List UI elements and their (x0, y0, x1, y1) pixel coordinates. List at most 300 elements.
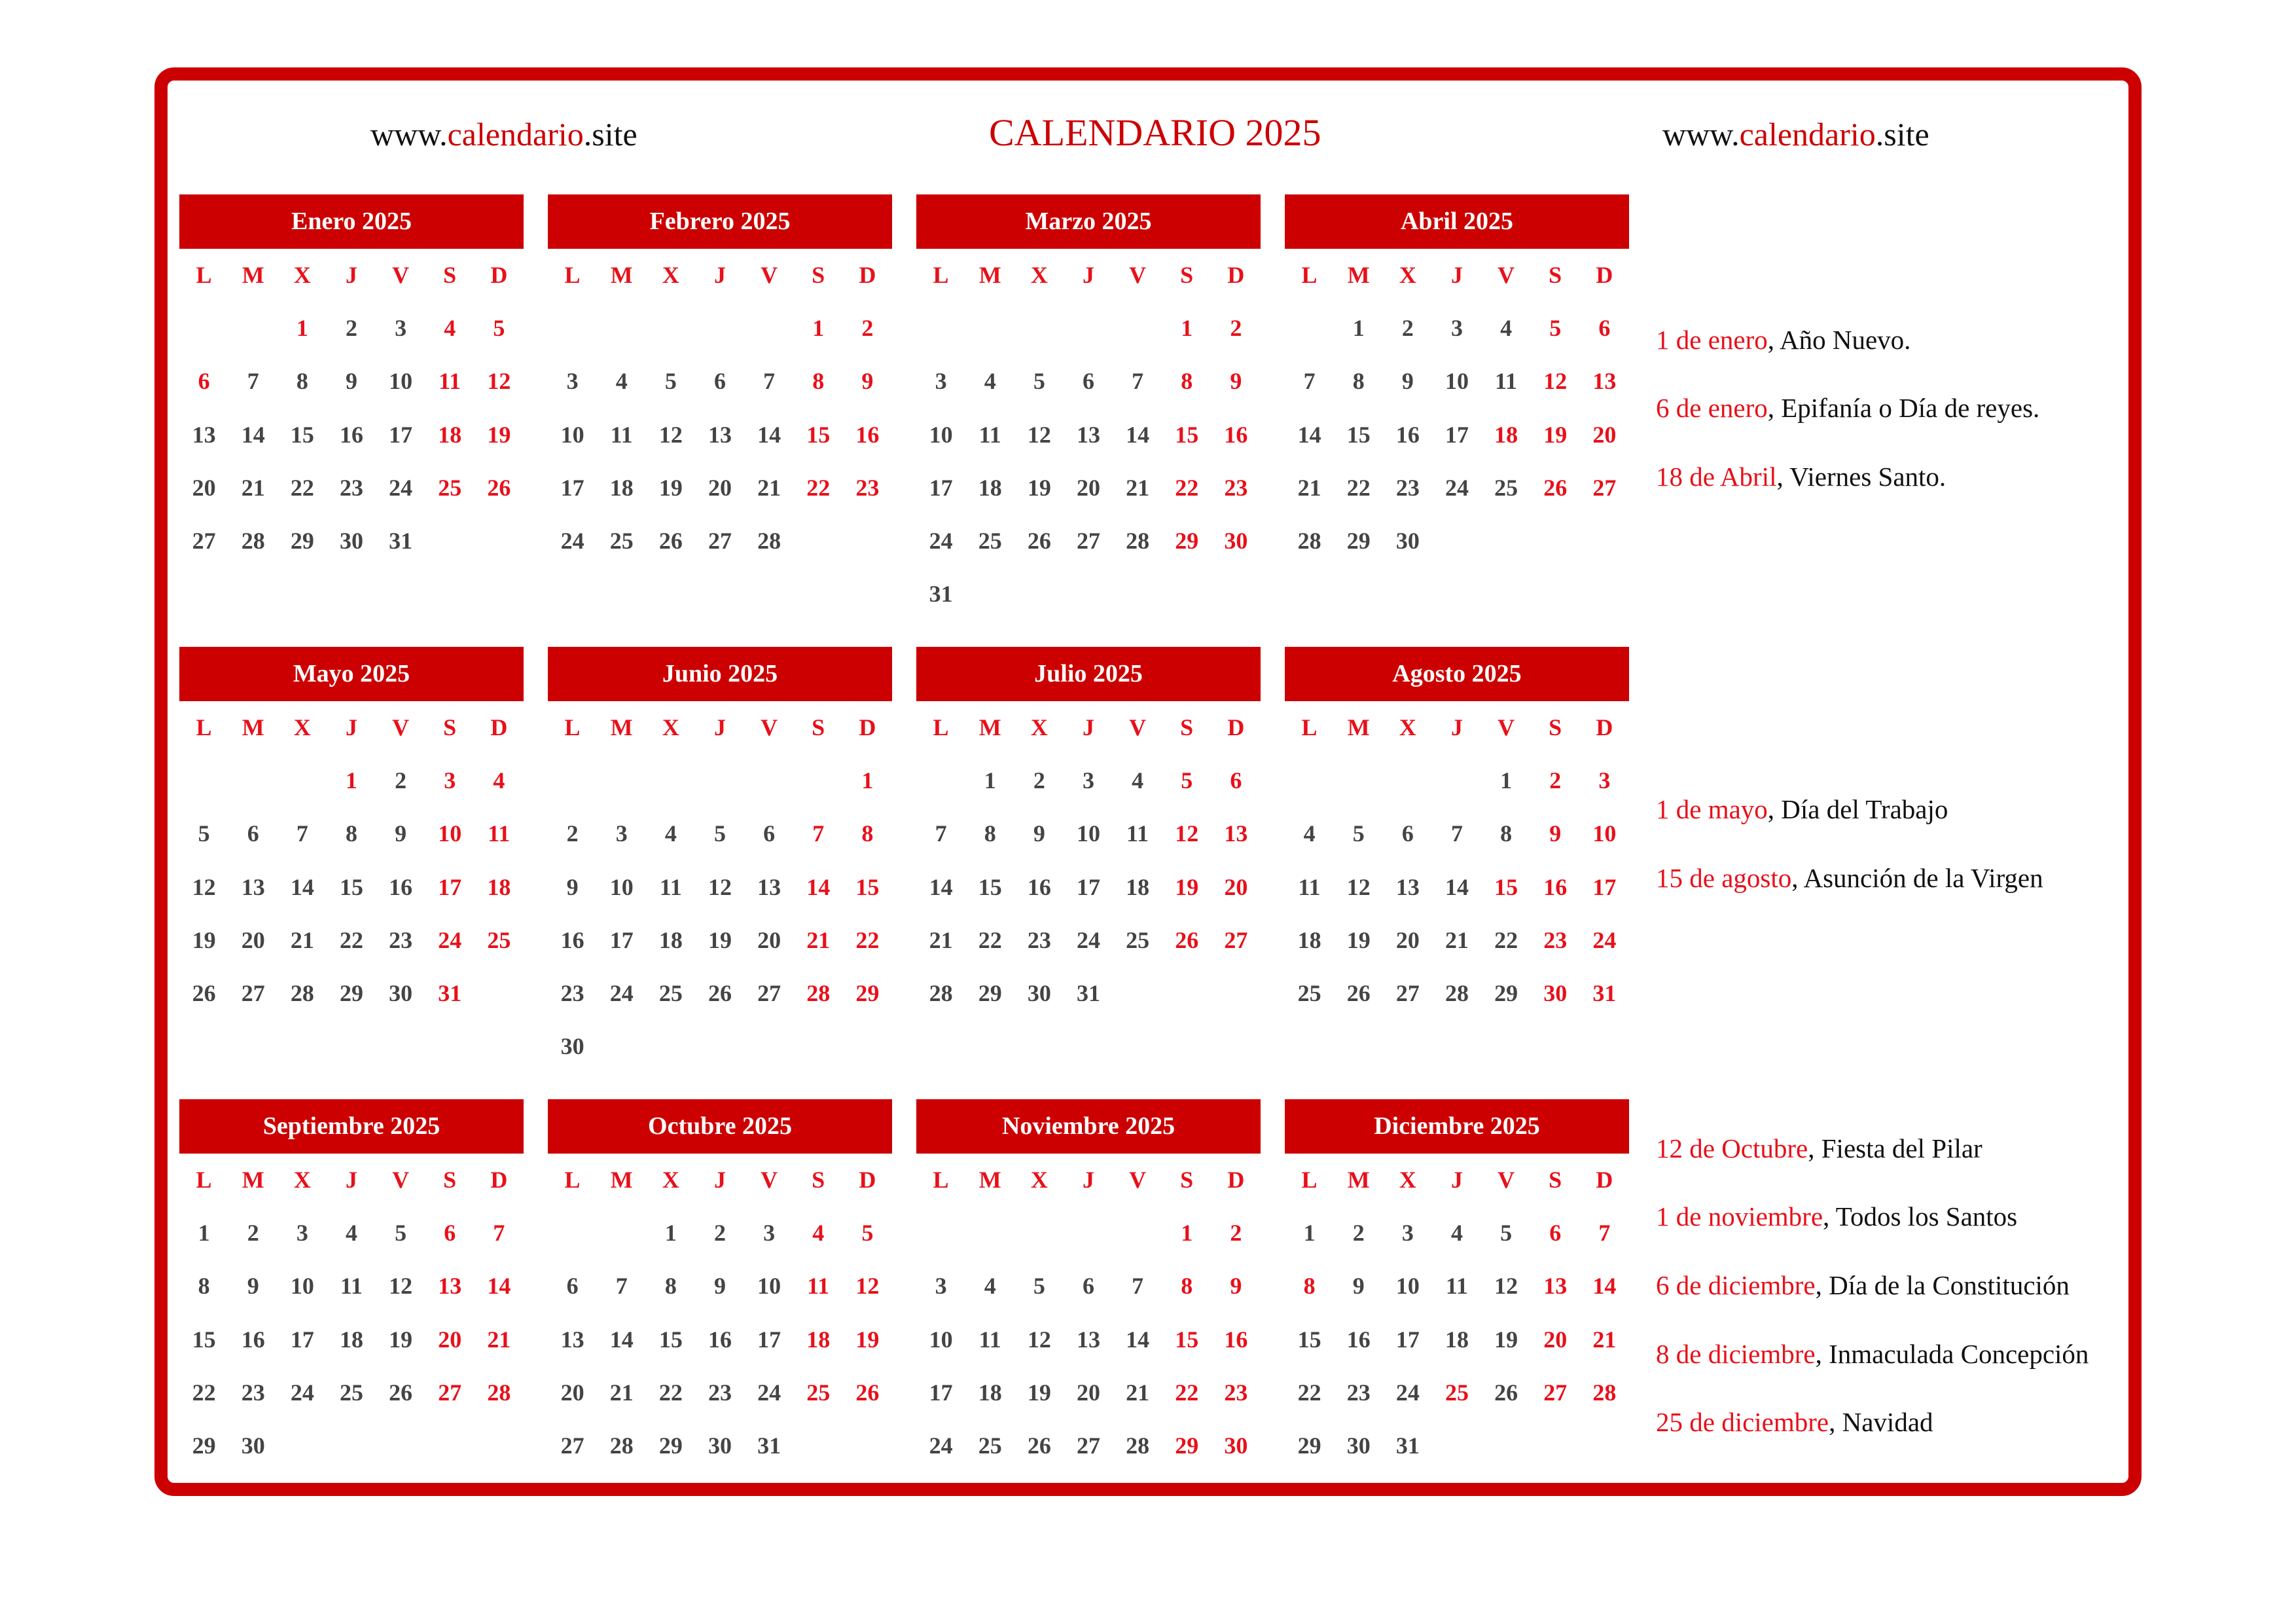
day-cell: 6 (713, 368, 726, 395)
day-cell: 25 (978, 528, 1002, 555)
day-cell: 12 (192, 873, 216, 900)
day-cell: 17 (1592, 873, 1617, 900)
weekday-label: L (933, 714, 949, 740)
day-cell: 23 (1224, 1379, 1248, 1406)
day-cell: 8 (984, 820, 996, 847)
weekday-label: M (242, 1167, 264, 1193)
day-cell: 17 (1444, 421, 1469, 448)
day-cell: 26 (1027, 528, 1051, 555)
day-cell: 6 (1401, 820, 1414, 847)
day-cell: 13 (1543, 1273, 1568, 1300)
weekday-label: M (242, 714, 264, 740)
day-cell: 7 (1598, 1220, 1611, 1246)
day-cell: 8 (812, 368, 825, 395)
weekday-label: L (933, 262, 949, 288)
month-calendar (548, 647, 892, 1074)
site-brand: calendario (1739, 116, 1876, 153)
weekday-label: X (662, 714, 679, 740)
day-cell: 28 (487, 1379, 511, 1406)
day-cell: 30 (241, 1432, 265, 1459)
month-calendar (548, 1099, 892, 1472)
day-cell: 25 (1297, 980, 1321, 1007)
day-cell: 10 (929, 421, 953, 448)
day-cell: 18 (438, 421, 462, 448)
day-cell: 16 (1224, 1326, 1248, 1353)
day-cell: 27 (241, 980, 265, 1007)
day-cell: 3 (395, 315, 407, 341)
month-grid (548, 249, 892, 568)
day-cell: 20 (1592, 421, 1617, 448)
day-cell: 1 (861, 767, 874, 793)
day-cell: 26 (192, 980, 216, 1007)
day-cell: 6 (763, 820, 776, 847)
day-cell: 26 (389, 1379, 413, 1406)
day-cell: 1 (296, 315, 308, 341)
day-cell: 22 (1346, 474, 1371, 501)
day-cell: 9 (713, 1273, 726, 1300)
holiday-name: , Día de la Constitución (1815, 1270, 2070, 1300)
weekday-label: V (1498, 714, 1515, 740)
weekday-label: J (345, 262, 357, 288)
day-cell: 21 (241, 474, 265, 501)
holiday-item (1656, 460, 1946, 493)
month-calendar (548, 194, 892, 568)
day-cell: 25 (609, 528, 634, 555)
empty-day-cell (1014, 302, 1064, 355)
month-title: Septiembre 2025 (179, 1099, 524, 1154)
day-cell: 22 (1175, 1379, 1199, 1406)
holiday-name: , Inmaculada Concepción (1815, 1339, 2089, 1369)
day-cell: 27 (1543, 1379, 1568, 1406)
day-cell: 8 (1181, 368, 1193, 395)
day-cell: 31 (929, 581, 953, 608)
weekday-label: D (859, 714, 876, 740)
weekday-label: L (196, 262, 212, 288)
day-cell: 6 (198, 368, 210, 395)
day-cell: 1 (1352, 315, 1365, 341)
weekday-label: V (392, 714, 410, 740)
day-cell: 11 (1495, 368, 1518, 395)
day-cell: 4 (984, 368, 996, 395)
day-cell: 21 (487, 1326, 511, 1353)
day-cell: 17 (560, 474, 584, 501)
weekday-label: L (1301, 262, 1318, 288)
month-grid (179, 701, 524, 1020)
weekday-label: X (662, 262, 679, 288)
day-cell: 13 (757, 873, 781, 900)
holiday-date: 25 de diciembre (1656, 1407, 1829, 1437)
empty-day-cell (1064, 302, 1113, 355)
empty-day-cell (916, 1207, 965, 1260)
day-cell: 3 (296, 1220, 308, 1246)
empty-day-cell (597, 754, 646, 807)
day-cell: 15 (339, 873, 363, 900)
day-cell: 29 (658, 1432, 683, 1459)
month-title: Octubre 2025 (548, 1099, 892, 1154)
weekday-label: X (1030, 1167, 1048, 1193)
day-cell: 19 (708, 926, 732, 953)
day-cell: 10 (438, 820, 462, 847)
day-cell: 1 (1303, 1220, 1316, 1246)
day-cell: 5 (713, 820, 726, 847)
day-cell: 5 (198, 820, 210, 847)
day-cell: 12 (855, 1273, 880, 1300)
month-grid (916, 249, 1261, 621)
weekday-label: V (1498, 262, 1515, 288)
day-cell: 7 (812, 820, 825, 847)
weekday-label: V (1129, 1167, 1147, 1193)
day-cell: 15 (855, 873, 880, 900)
day-cell: 7 (615, 1273, 628, 1300)
day-cell: 13 (438, 1273, 462, 1300)
weekday-label: J (713, 262, 726, 288)
day-cell: 11 (659, 873, 682, 900)
month-calendar (1285, 1099, 1629, 1472)
day-cell: 18 (339, 1326, 363, 1353)
day-cell: 21 (806, 926, 831, 953)
day-cell: 16 (1346, 1326, 1371, 1353)
site-prefix: www. (1662, 116, 1740, 153)
day-cell: 22 (1494, 926, 1518, 953)
day-cell: 18 (1494, 421, 1518, 448)
day-cell: 2 (247, 1220, 259, 1246)
day-cell: 19 (1543, 421, 1568, 448)
day-cell: 15 (1494, 873, 1518, 900)
day-cell: 4 (1450, 1220, 1463, 1246)
day-cell: 8 (296, 368, 308, 395)
holiday-date: 1 de enero (1656, 325, 1768, 355)
day-cell: 16 (708, 1326, 732, 1353)
day-cell: 24 (290, 1379, 314, 1406)
day-cell: 18 (487, 873, 511, 900)
weekday-label: M (978, 1167, 1001, 1193)
weekday-label: L (564, 262, 581, 288)
day-cell: 14 (1126, 421, 1150, 448)
day-cell: 12 (1027, 1326, 1051, 1353)
day-cell: 14 (487, 1273, 511, 1300)
day-cell: 4 (1500, 315, 1513, 341)
day-cell: 22 (658, 1379, 683, 1406)
holiday-name: , Asunción de la Virgen (1791, 863, 2043, 893)
empty-day-cell (228, 754, 278, 807)
day-cell: 11 (488, 820, 511, 847)
weekday-label: S (812, 1167, 825, 1193)
day-cell: 19 (192, 926, 216, 953)
day-cell: 4 (984, 1273, 996, 1300)
day-cell: 26 (708, 980, 732, 1007)
weekday-label: X (662, 1167, 679, 1193)
day-cell: 9 (1549, 820, 1562, 847)
day-cell: 16 (389, 873, 413, 900)
weekday-label: S (1549, 262, 1562, 288)
day-cell: 30 (1224, 1432, 1248, 1459)
day-cell: 21 (290, 926, 314, 953)
page-title: CALENDARIO 2025 (989, 111, 1321, 154)
empty-day-cell (548, 754, 597, 807)
weekday-label: X (1399, 1167, 1416, 1193)
empty-day-cell (1064, 1207, 1113, 1260)
holiday-item (1656, 1132, 1982, 1165)
day-cell: 19 (487, 421, 511, 448)
day-cell: 29 (192, 1432, 216, 1459)
day-cell: 10 (389, 368, 413, 395)
empty-day-cell (179, 302, 228, 355)
holiday-date: 12 de Octubre (1656, 1133, 1808, 1163)
day-cell: 16 (1224, 421, 1248, 448)
weekday-label: L (564, 1167, 581, 1193)
empty-day-cell (794, 754, 843, 807)
day-cell: 10 (757, 1273, 781, 1300)
day-cell: 11 (439, 368, 461, 395)
day-cell: 27 (1076, 528, 1100, 555)
day-cell: 5 (395, 1220, 407, 1246)
day-cell: 26 (1494, 1379, 1518, 1406)
day-cell: 19 (1027, 474, 1051, 501)
day-cell: 30 (560, 1033, 584, 1060)
weekday-label: L (196, 1167, 212, 1193)
site-brand: calendario (447, 116, 584, 153)
day-cell: 17 (389, 421, 413, 448)
holiday-item (1656, 323, 1910, 356)
weekday-label: D (490, 1167, 508, 1193)
day-cell: 11 (1298, 873, 1321, 900)
day-cell: 4 (1303, 820, 1316, 847)
weekday-label: V (761, 714, 778, 740)
day-cell: 19 (1494, 1326, 1518, 1353)
day-cell: 6 (1230, 767, 1242, 793)
day-cell: 26 (1027, 1432, 1051, 1459)
weekday-label: S (1180, 262, 1194, 288)
day-cell: 9 (345, 368, 357, 395)
day-cell: 18 (609, 474, 634, 501)
day-cell: 8 (664, 1273, 677, 1300)
weekday-label: S (812, 262, 825, 288)
month-grid (179, 1154, 524, 1472)
day-cell: 28 (806, 980, 831, 1007)
day-cell: 2 (861, 315, 874, 341)
day-cell: 23 (241, 1379, 265, 1406)
day-cell: 7 (247, 368, 259, 395)
day-cell: 7 (493, 1220, 505, 1246)
day-cell: 21 (1297, 474, 1321, 501)
holiday-item (1656, 862, 2043, 894)
day-cell: 17 (609, 926, 634, 953)
month-title: Junio 2025 (548, 647, 892, 701)
day-cell: 27 (1224, 926, 1248, 953)
empty-day-cell (548, 302, 597, 355)
day-cell: 23 (1346, 1379, 1371, 1406)
weekday-label: J (1450, 262, 1463, 288)
weekday-label: D (1596, 1167, 1613, 1193)
day-cell: 28 (1444, 980, 1469, 1007)
day-cell: 20 (241, 926, 265, 953)
day-cell: 19 (389, 1326, 413, 1353)
empty-day-cell (1113, 1207, 1162, 1260)
weekday-label: X (1030, 262, 1048, 288)
day-cell: 20 (438, 1326, 462, 1353)
day-cell: 22 (1175, 474, 1199, 501)
weekday-label: X (1399, 262, 1416, 288)
month-grid (179, 249, 524, 568)
holiday-date: 1 de noviembre (1656, 1201, 1823, 1231)
day-cell: 20 (708, 474, 732, 501)
day-cell: 31 (389, 528, 413, 555)
day-cell: 27 (757, 980, 781, 1007)
site-prefix: www. (370, 116, 448, 153)
day-cell: 19 (1027, 1379, 1051, 1406)
day-cell: 28 (241, 528, 265, 555)
day-cell: 16 (1543, 873, 1568, 900)
month-grid (548, 701, 892, 1074)
day-cell: 30 (1543, 980, 1568, 1007)
weekday-label: S (443, 262, 457, 288)
day-cell: 9 (1230, 368, 1242, 395)
day-cell: 23 (339, 474, 363, 501)
weekday-label: S (812, 714, 825, 740)
day-cell: 12 (389, 1273, 413, 1300)
day-cell: 13 (1224, 820, 1248, 847)
day-cell: 29 (339, 980, 363, 1007)
day-cell: 17 (438, 873, 462, 900)
day-cell: 28 (757, 528, 781, 555)
day-cell: 18 (658, 926, 683, 953)
day-cell: 20 (192, 474, 216, 501)
day-cell: 30 (389, 980, 413, 1007)
weekday-label: J (1082, 1167, 1094, 1193)
month-calendar (916, 1099, 1261, 1472)
weekday-label: D (1227, 262, 1245, 288)
day-cell: 16 (1027, 873, 1051, 900)
day-cell: 11 (807, 1273, 830, 1300)
weekday-label: M (610, 1167, 633, 1193)
day-cell: 10 (929, 1326, 953, 1353)
day-cell: 26 (1543, 474, 1568, 501)
day-cell: 12 (1175, 820, 1199, 847)
holiday-item (1656, 1406, 1933, 1438)
day-cell: 22 (290, 474, 314, 501)
day-cell: 14 (609, 1326, 634, 1353)
day-cell: 31 (1076, 980, 1100, 1007)
empty-day-cell (1285, 754, 1334, 807)
empty-day-cell (745, 754, 794, 807)
day-cell: 26 (855, 1379, 880, 1406)
weekday-label: J (345, 714, 357, 740)
day-cell: 27 (1395, 980, 1420, 1007)
month-calendar (179, 194, 524, 568)
month-grid (916, 701, 1261, 1020)
day-cell: 10 (1592, 820, 1617, 847)
day-cell: 28 (1126, 1432, 1150, 1459)
day-cell: 22 (1297, 1379, 1321, 1406)
day-cell: 22 (978, 926, 1002, 953)
month-grid (916, 1154, 1261, 1472)
empty-day-cell (597, 302, 646, 355)
day-cell: 12 (487, 368, 511, 395)
day-cell: 25 (438, 474, 462, 501)
site-url-left[interactable] (370, 115, 637, 154)
day-cell: 24 (929, 528, 953, 555)
day-cell: 14 (290, 873, 314, 900)
holiday-date: 15 de agosto (1656, 863, 1792, 893)
month-grid (548, 1154, 892, 1472)
day-cell: 7 (1303, 368, 1316, 395)
day-cell: 26 (658, 528, 683, 555)
weekday-label: X (1030, 714, 1048, 740)
weekday-label: J (345, 1167, 357, 1193)
day-cell: 8 (198, 1273, 210, 1300)
month-title: Enero 2025 (179, 194, 524, 249)
day-cell: 21 (1126, 1379, 1150, 1406)
month-calendar (1285, 647, 1629, 1020)
day-cell: 30 (1027, 980, 1051, 1007)
day-cell: 15 (806, 421, 831, 448)
day-cell: 27 (1076, 1432, 1100, 1459)
day-cell: 24 (1444, 474, 1469, 501)
empty-day-cell (228, 302, 278, 355)
day-cell: 7 (935, 820, 947, 847)
day-cell: 22 (192, 1379, 216, 1406)
day-cell: 24 (1592, 926, 1617, 953)
day-cell: 26 (1346, 980, 1371, 1007)
day-cell: 7 (296, 820, 308, 847)
day-cell: 17 (929, 1379, 953, 1406)
day-cell: 9 (1352, 1273, 1365, 1300)
day-cell: 27 (560, 1432, 584, 1459)
day-cell: 6 (1082, 1273, 1094, 1300)
weekday-label: S (443, 714, 457, 740)
empty-day-cell (965, 302, 1014, 355)
weekday-label: D (1227, 1167, 1245, 1193)
month-title: Agosto 2025 (1285, 647, 1629, 701)
day-cell: 13 (708, 421, 732, 448)
weekday-label: D (1596, 262, 1613, 288)
day-cell: 15 (1297, 1326, 1321, 1353)
site-url-right[interactable] (1662, 115, 1929, 154)
empty-day-cell (1285, 302, 1334, 355)
day-cell: 18 (1444, 1326, 1469, 1353)
day-cell: 23 (1224, 474, 1248, 501)
empty-day-cell (646, 302, 695, 355)
day-cell: 25 (978, 1432, 1002, 1459)
day-cell: 21 (1126, 474, 1150, 501)
day-cell: 13 (1076, 1326, 1100, 1353)
day-cell: 25 (1444, 1379, 1469, 1406)
weekday-label: M (610, 714, 633, 740)
day-cell: 30 (1224, 528, 1248, 555)
day-cell: 17 (757, 1326, 781, 1353)
day-cell: 3 (1598, 767, 1611, 793)
day-cell: 20 (1395, 926, 1420, 953)
empty-day-cell (965, 1207, 1014, 1260)
day-cell: 28 (1592, 1379, 1617, 1406)
day-cell: 8 (1500, 820, 1513, 847)
day-cell: 24 (757, 1379, 781, 1406)
day-cell: 13 (1076, 421, 1100, 448)
weekday-label: J (713, 714, 726, 740)
day-cell: 11 (1126, 820, 1149, 847)
day-cell: 26 (1175, 926, 1199, 953)
day-cell: 5 (1181, 767, 1193, 793)
day-cell: 24 (389, 474, 413, 501)
day-cell: 3 (935, 368, 947, 395)
holiday-item (1656, 1200, 2017, 1233)
day-cell: 30 (1346, 1432, 1371, 1459)
day-cell: 5 (1500, 1220, 1513, 1246)
empty-day-cell (1383, 754, 1432, 807)
weekday-label: L (564, 714, 581, 740)
day-cell: 14 (929, 873, 953, 900)
day-cell: 2 (1230, 1220, 1242, 1246)
